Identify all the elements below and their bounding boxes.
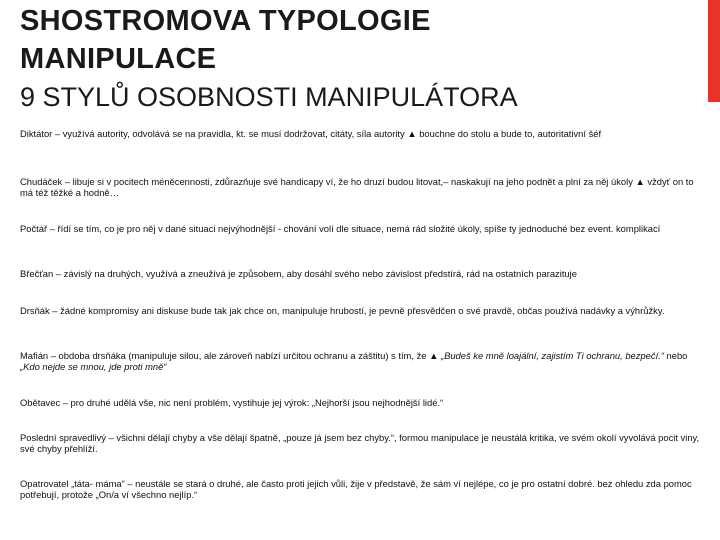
accent-bar	[708, 0, 720, 102]
mafian-text: Mafián – obdoba drsňáka (manipuluje silou, ale zároveň nabízí určitou ochranu a záštitu) s tím, že ▲	[20, 350, 441, 361]
list-item-opatrovatel: Opatrovatel „táta- máma“ – neustále se stará o druhé, ale často proti jejich vůli, žije v představě, že sám ví nejlépe, co je pro ostatní dobré. bez ohledu zda pomoc potřebují, protože „On/a ví všechno nejlíp.“	[20, 478, 692, 500]
title-line-1: SHOSTROMOVA TYPOLOGIE	[20, 5, 431, 37]
slide-title	[20, 2, 700, 78]
list-item-mafian	[20, 350, 700, 372]
list-item-diktator: Diktátor – využívá autority, odvolává se na pravidla, kt. se musí dodržovat, citáty, síla autority ▲ bouchne do stolu a bude to, autoritativní šéf	[20, 128, 602, 139]
list-item-poctar: Počtář – řídí se tím, co je pro něj v dané situaci nejvýhodnější - chování volí dle situace, nemá rád složité úkoly, spíše ty jednoduché bez event. komplikací	[20, 223, 661, 234]
title-line-2: MANIPULACE	[20, 43, 217, 75]
list-item-posledni-spravedlivy: Poslední spravedlivý – všichni dělají chyby a vše dělají špatně, „pouze já jsem bez chyby.“, formou manipulace je neustálá kritika, ve svém okolí vyvolává pocit viny, své chyby přehlíží.	[20, 432, 700, 454]
mafian-quote-1: „Budeš ke mně loajální, zajistím Ti ochranu, bezpečí.“	[440, 350, 664, 361]
list-item-drsnak: Drsňák – žádné kompromisy ani diskuse bude tak jak chce on, manipuluje hrubostí, je pevně přesvědčen o své pravdě, občas používá nadávky a výhrůžky.	[20, 305, 665, 316]
list-item-chudacek: Chudáček – libuje si v pocitech méněcennosti, zdůrazňuje své handicapy ví, že ho druzí budou litovat,– naskakují na jeho podnět a plní za něj úkoly ▲ vždyť on to má též těžké a hodně…	[20, 176, 694, 198]
mafian-connector: nebo	[663, 350, 688, 361]
list-item-brectan: Břečťan – závislý na druhých, využívá a zneužívá je způsobem, aby dosáhl svého nebo závislost předstírá, rád na ostatních parazituje	[20, 268, 577, 279]
list-item-obetavec: Obětavec – pro druhé udělá vše, nic není problém, vystihuje jej výrok: „Nejhorší jsou nejhodnější lidé.“	[20, 397, 444, 408]
slide-subtitle: 9 STYLŮ OSOBNOSTI MANIPULÁTORA	[20, 82, 518, 112]
mafian-quote-2: „Kdo nejde se mnou, jde proti mně“	[20, 361, 167, 372]
